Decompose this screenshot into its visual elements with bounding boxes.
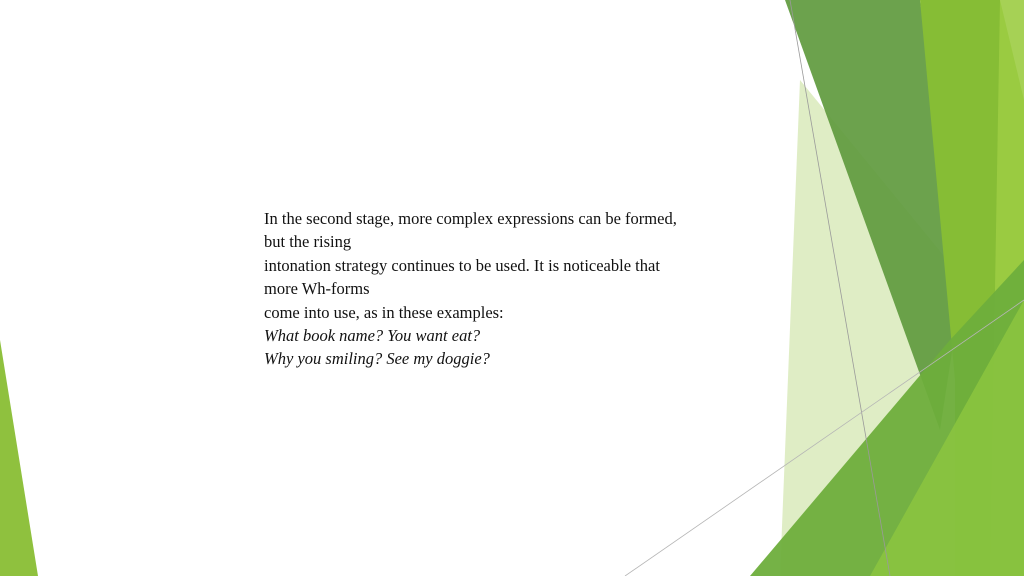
example-line-2: Why you smiling? See my doggie? [264, 349, 490, 369]
body-line-5: come into use, as in these examples: [264, 302, 504, 322]
left-edge-shape [0, 340, 38, 576]
body-line-4: more Wh-forms [264, 279, 370, 299]
slide-text-block [264, 207, 784, 371]
body-line-2: but the rising [264, 232, 352, 252]
body-line-1: In the second stage, more complex expressions can be formed, [264, 209, 677, 228]
body-line-3: intonation strategy continues to be used. It is noticeable that [264, 255, 660, 275]
example-line-1: What book name? You want eat? [264, 326, 481, 346]
